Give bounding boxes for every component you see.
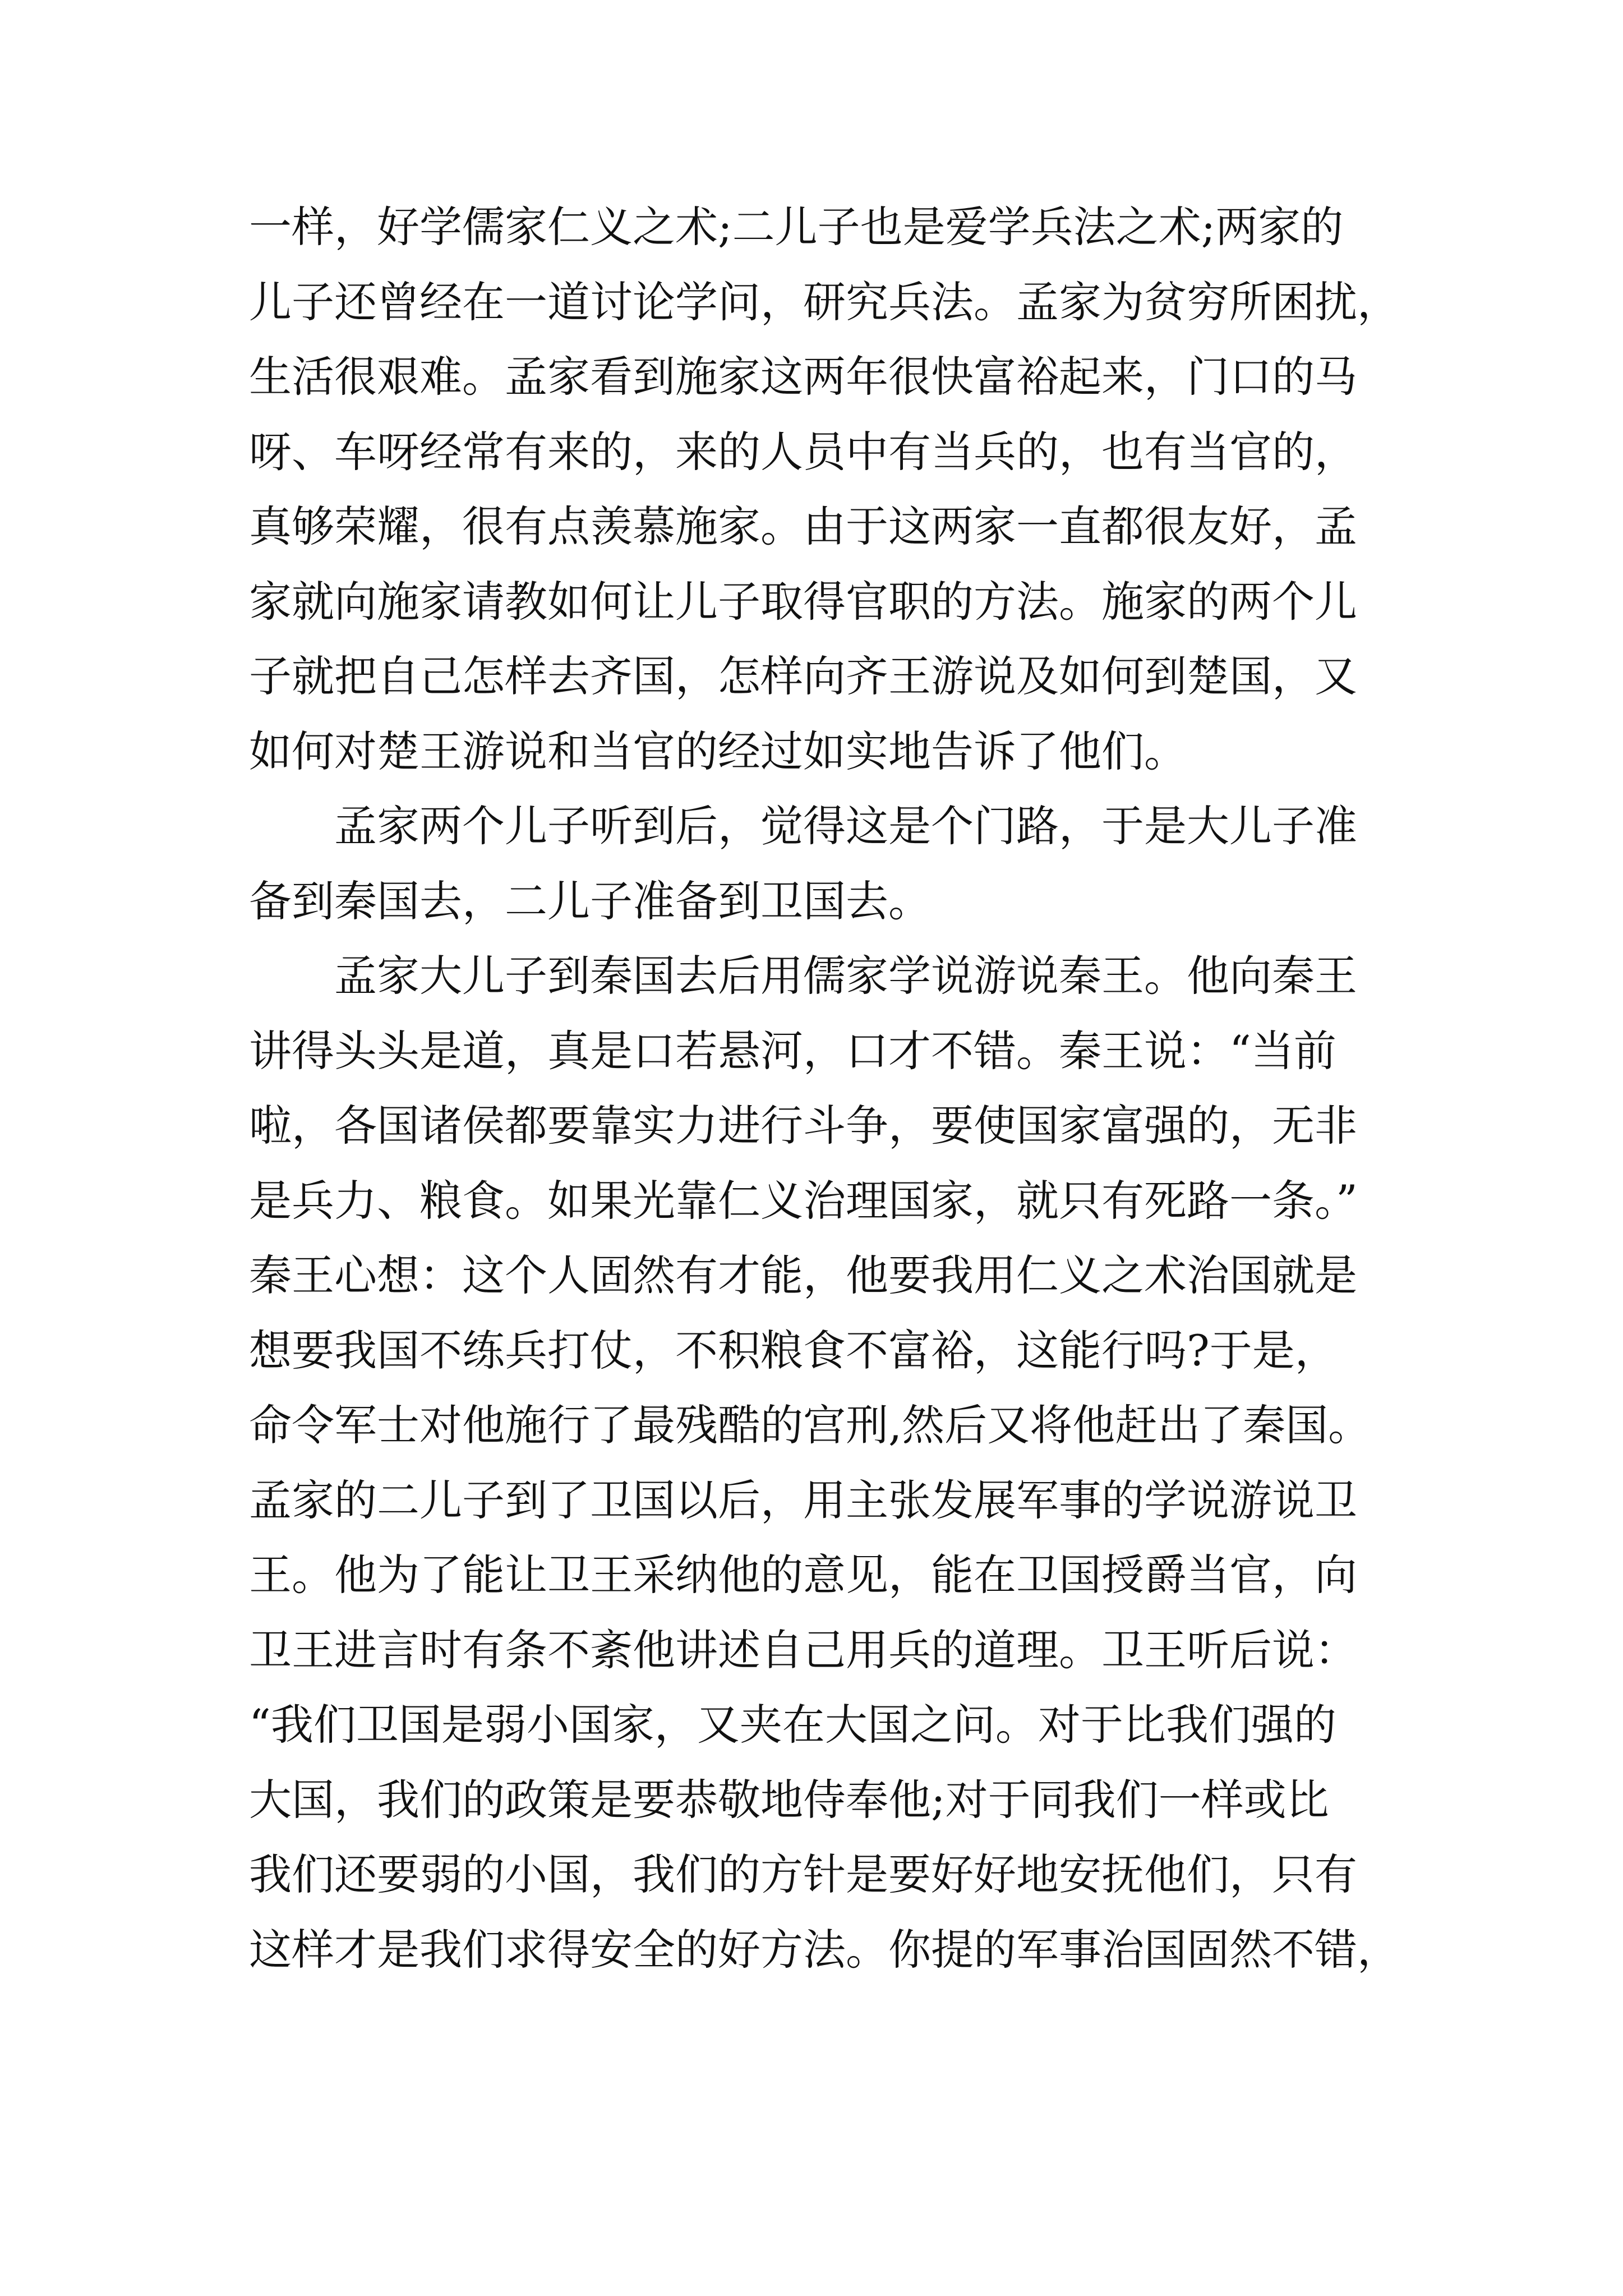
body-text (249, 190, 1400, 1987)
text-line: 如何对楚王游说和当官的经过如实地告诉了他们。 (249, 726, 1187, 776)
text-line: 子就把自己怎样去齐国，怎样向齐王游说及如何到楚国，又 (249, 651, 1357, 701)
text-line: 是兵力、粮食。如果光靠仁义治理国家，就只有死路一条。” (249, 1175, 1358, 1226)
text-line: 这样才是我们求得安全的好方法。你提的军事治国固然不错， (249, 1924, 1400, 1975)
text-line: 想要我国不练兵打仗，不积粮食不富裕，这能行吗?于是， (249, 1325, 1338, 1375)
text-line: 真够荣耀，很有点羡慕施家。由于这两家一直都很友好，孟 (249, 501, 1357, 551)
text-line: 卫王进言时有条不紊他讲述自己用兵的道理。卫王听后说： (249, 1625, 1357, 1675)
text-line: 一样，好学儒家仁义之术;二儿子也是爱学兵法之术;两家的 (249, 202, 1344, 252)
text-line: 啦，各国诸侯都要靠实力进行斗争，要使国家富强的，无非 (249, 1101, 1357, 1151)
text-line: 生活很艰难。孟家看到施家这两年很快富裕起来，门口的马 (249, 352, 1357, 402)
text-line: 儿子还曾经在一道讨论学问，研究兵法。孟家为贫穷所困扰， (249, 277, 1400, 327)
text-line: 备到秦国去，二儿子准备到卫国去。 (249, 876, 931, 926)
text-line: 我们还要弱的小国，我们的方针是要好好地安抚他们，只有 (249, 1849, 1357, 1899)
text-line: 呀、车呀经常有来的，来的人员中有当兵的，也有当官的， (249, 426, 1357, 477)
text-line: “我们卫国是弱小国家，又夹在大国之问。对于比我们强的 (249, 1700, 1336, 1750)
text-line: 王。他为了能让卫王采纳他的意见，能在卫国授爵当官，向 (249, 1550, 1357, 1600)
text-line: 秦王心想：这个人固然有才能，他要我用仁义之术治国就是 (249, 1250, 1357, 1300)
text-line: 孟家的二儿子到了卫国以后，用主张发展军事的学说游说卫 (249, 1475, 1357, 1525)
text-line: 命令军士对他施行了最残酷的宫刑,然后又将他赶出了秦国。 (249, 1400, 1371, 1450)
text-line: 大国，我们的政策是要恭敬地侍奉他;对于同我们一样或比 (249, 1774, 1329, 1825)
paragraph-start-line: 孟家大儿子到秦国去后用儒家学说游说秦王。他向秦王 (334, 951, 1357, 1001)
text-line: 讲得头头是道，真是口若悬河，口才不错。秦王说：“当前 (249, 1025, 1336, 1076)
paragraph-start-line: 孟家两个儿子听到后，觉得这是个门路，于是大儿子准 (334, 801, 1357, 851)
text-line: 家就向施家请教如何让儿子取得官职的方法。施家的两个儿 (249, 576, 1357, 627)
